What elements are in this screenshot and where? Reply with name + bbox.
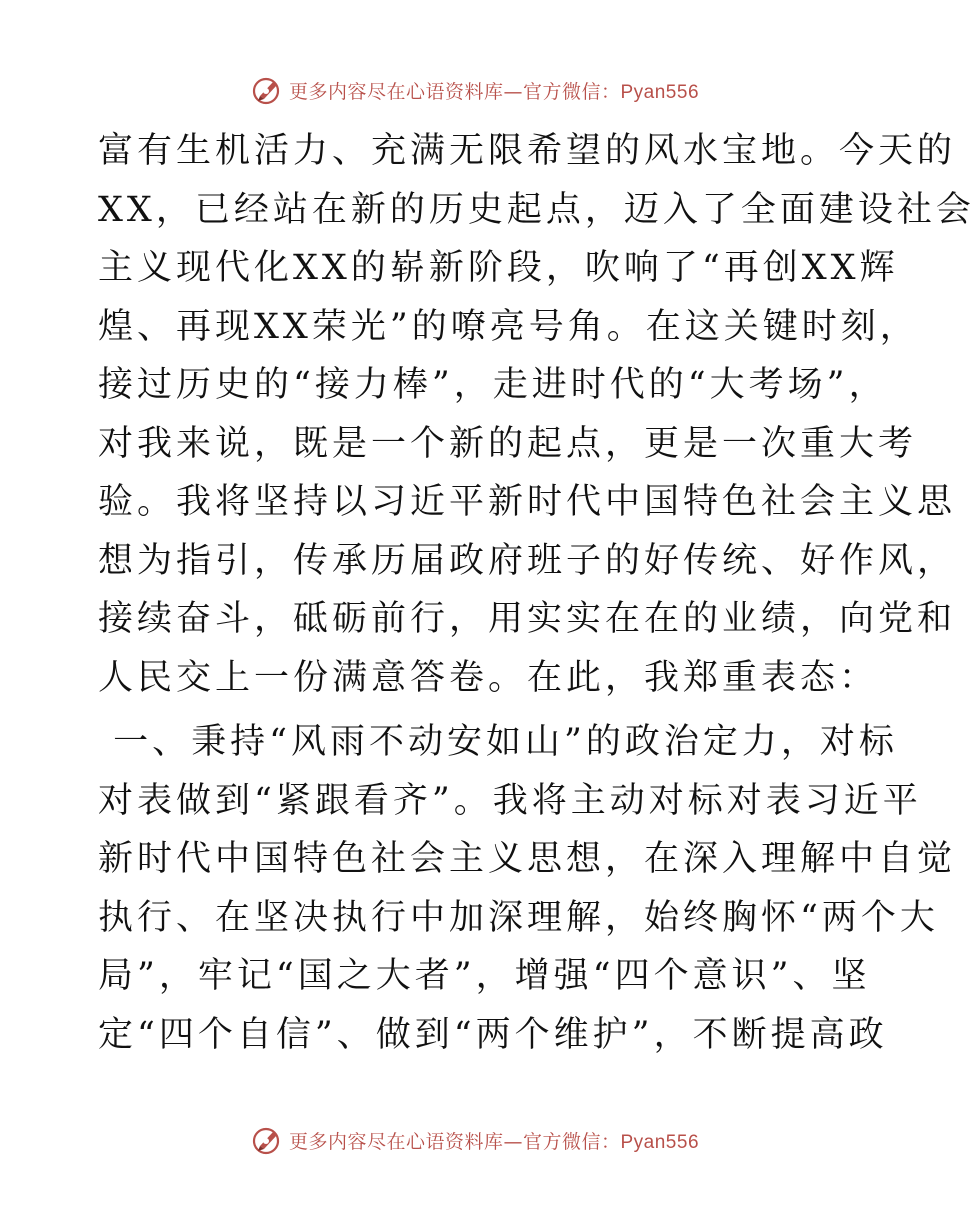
text-line: 对我来说，既是一个新的起点，更是一次重大考 (98, 423, 918, 464)
paragraph-1 (98, 122, 975, 707)
header-banner (289, 77, 699, 104)
text-line: 想为指引，传承历届政府班子的好传统、好作风， (98, 540, 957, 581)
footer-banner-text: 更多内容尽在心语资料库—官方微信： (288, 1130, 621, 1153)
header-banner-text: 更多内容尽在心语资料库—官方微信： (288, 80, 621, 103)
text-line: 人民交上一份满意答卷。在此，我郑重表态： (98, 657, 879, 698)
red-pen-logo-icon (251, 1124, 283, 1156)
header-banner-id: Pyan556 (620, 81, 700, 103)
text-line: 接过历史的“接力棒”，走进时代的“大考场”， (98, 365, 888, 405)
footer-banner (289, 1127, 699, 1154)
text-line: 主义现代化XX的崭新阶段，吹响了“再创XX辉 (98, 248, 899, 288)
text-line: 接续奋斗，砥砺前行，用实实在在的业绩，向党和 (98, 599, 957, 639)
red-pen-logo-icon (251, 74, 283, 106)
text-line: 富有生机活力、充满无限希望的风水宝地。今天的 (98, 131, 957, 171)
text-line: 新时代中国特色社会主义思想，在深入理解中自觉 (98, 839, 957, 879)
page-footer (0, 1122, 950, 1158)
text-line: 对表做到“紧跟看齐”。我将主动对标对表习近平 (98, 780, 922, 821)
text-line: 局”，牢记“国之大者”，增强“四个意识”、坚 (98, 956, 871, 996)
text-line: 一、秉持“风雨不动安如山”的政治定力，对标 (98, 722, 898, 762)
text-line: 执行、在坚决执行中加深理解，始终胸怀“两个大 (98, 897, 939, 938)
text-line: 验。我将坚持以习近平新时代中国特色社会主义思 (98, 482, 957, 522)
text-line: 煌、再现XX荣光”的嘹亮号角。在这关键时刻， (98, 306, 919, 347)
body-text (98, 122, 975, 1064)
text-line: XX，已经站在新的历史起点，迈入了全面建设社会 (98, 189, 975, 230)
page-header (0, 72, 950, 108)
footer-banner-id: Pyan556 (620, 1131, 700, 1153)
paragraph-2 (98, 713, 957, 1064)
text-line: 定“四个自信”、做到“两个维护”，不断提高政 (98, 1014, 888, 1055)
